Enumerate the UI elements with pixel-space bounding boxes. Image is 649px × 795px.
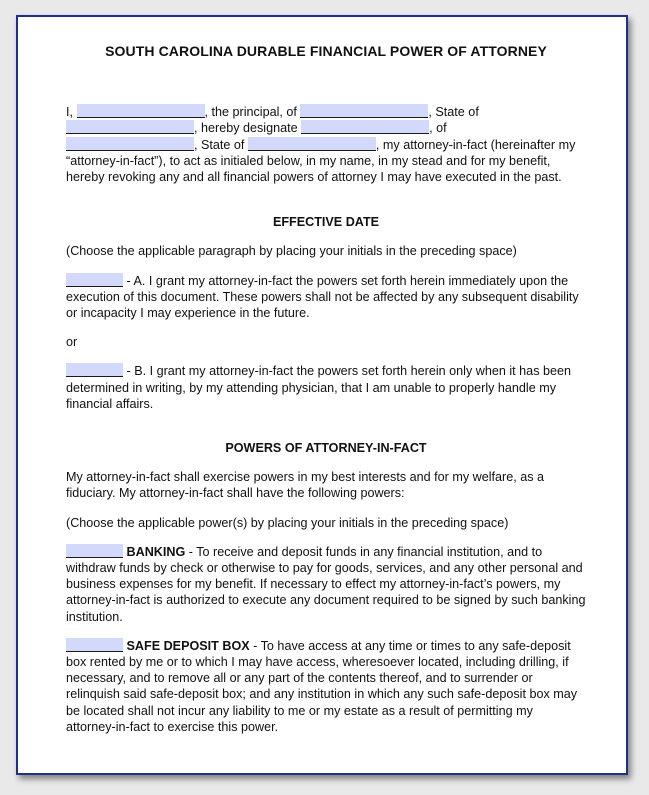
option-a-initials-field[interactable]: [66, 273, 123, 287]
attorney-name-field[interactable]: [301, 120, 429, 134]
banking-initials-field[interactable]: [66, 544, 123, 558]
option-b-text: - B. I grant my attorney-in-fact the powers set forth herein only when it has been determined in writing, by my attending physician, that I am unable to properly handle my financial affairs.: [66, 364, 572, 411]
deposit-title: SAFE DEPOSIT BOX: [126, 638, 250, 653]
powers-heading: POWERS OF ATTORNEY-IN-FACT: [225, 441, 427, 456]
banking-title: BANKING: [126, 544, 186, 559]
attorney-city-field[interactable]: [66, 137, 194, 151]
principal-name-field[interactable]: [77, 104, 205, 118]
document-title: SOUTH CAROLINA DURABLE FINANCIAL POWER OF ATTORNEY: [105, 43, 547, 59]
document-page: [66, 43, 586, 735]
powers-intro: My attorney-in-fact shall exercise powers in my best interests and for my welfare, as a fiduciary. My attorney-in-fact shall have the following powers:: [66, 470, 545, 501]
or-text: or: [66, 335, 78, 350]
principal-state-field[interactable]: [66, 120, 194, 134]
document-frame: [16, 15, 628, 775]
banking-text: - To receive and deposit funds in any financial institution, and to withdraw funds by check or otherwise to pay for goods, services, and any other personal and business expenses for my benefit. If necessary to effect my attorney-in-fact’s powers, my attorney-in-fact is authorized to execute any document required to be signed by such banking institution.: [66, 544, 586, 624]
effective-date-heading: EFFECTIVE DATE: [272, 215, 380, 230]
option-b-paragraph: [66, 363, 586, 412]
intro-text-3: , State of: [428, 105, 479, 120]
attorney-state-field[interactable]: [248, 137, 376, 151]
powers-instruction: (Choose the applicable power(s) by placing your initials in the preceding space): [66, 515, 509, 530]
intro-text-5: , of: [429, 121, 447, 136]
option-b-initials-field[interactable]: [66, 363, 123, 377]
deposit-paragraph: [66, 638, 586, 735]
deposit-initials-field[interactable]: [66, 638, 123, 652]
intro-text-8: my “attorney-in-fact”), to act as initialed below, in my name, in my stead and for my benefit, hereby revoking any and all financial powers of attorney I may have executed in the past.: [66, 137, 576, 185]
deposit-text: - To have access at any time or times to any safe-deposit box rented by me or to which I may have access, wheresoever located, including drilling, if necessary, and to remove all or any part of the contents thereof, and to surrender or relinquish said safe-deposit box; and any institution in which any such safe-deposit box may be located shall not incur any liability to me or my estate as a result of permitting my attorney-in-fact to exercise this power.: [66, 638, 578, 734]
intro-text-4: , hereby designate: [194, 121, 298, 136]
option-a-text: - A. I grant my attorney-in-fact the powers set forth herein immediately upon the execution of this document. These powers shall not be affected by any subsequent disability or incapacity I may experience in the future.: [66, 273, 579, 321]
intro-text-2: , the principal, of: [204, 105, 297, 120]
intro-paragraph: [66, 104, 586, 185]
intro-text-6: , State of: [194, 137, 245, 152]
intro-text-1: I,: [66, 105, 73, 120]
principal-city-field[interactable]: [300, 104, 428, 118]
effective-date-instruction: (Choose the applicable paragraph by placing your initials in the preceding space): [66, 244, 517, 259]
option-a-paragraph: [66, 273, 586, 322]
intro-text-7: , my attorney-in-fact (hereinafter: [375, 137, 556, 152]
banking-paragraph: [66, 544, 586, 625]
